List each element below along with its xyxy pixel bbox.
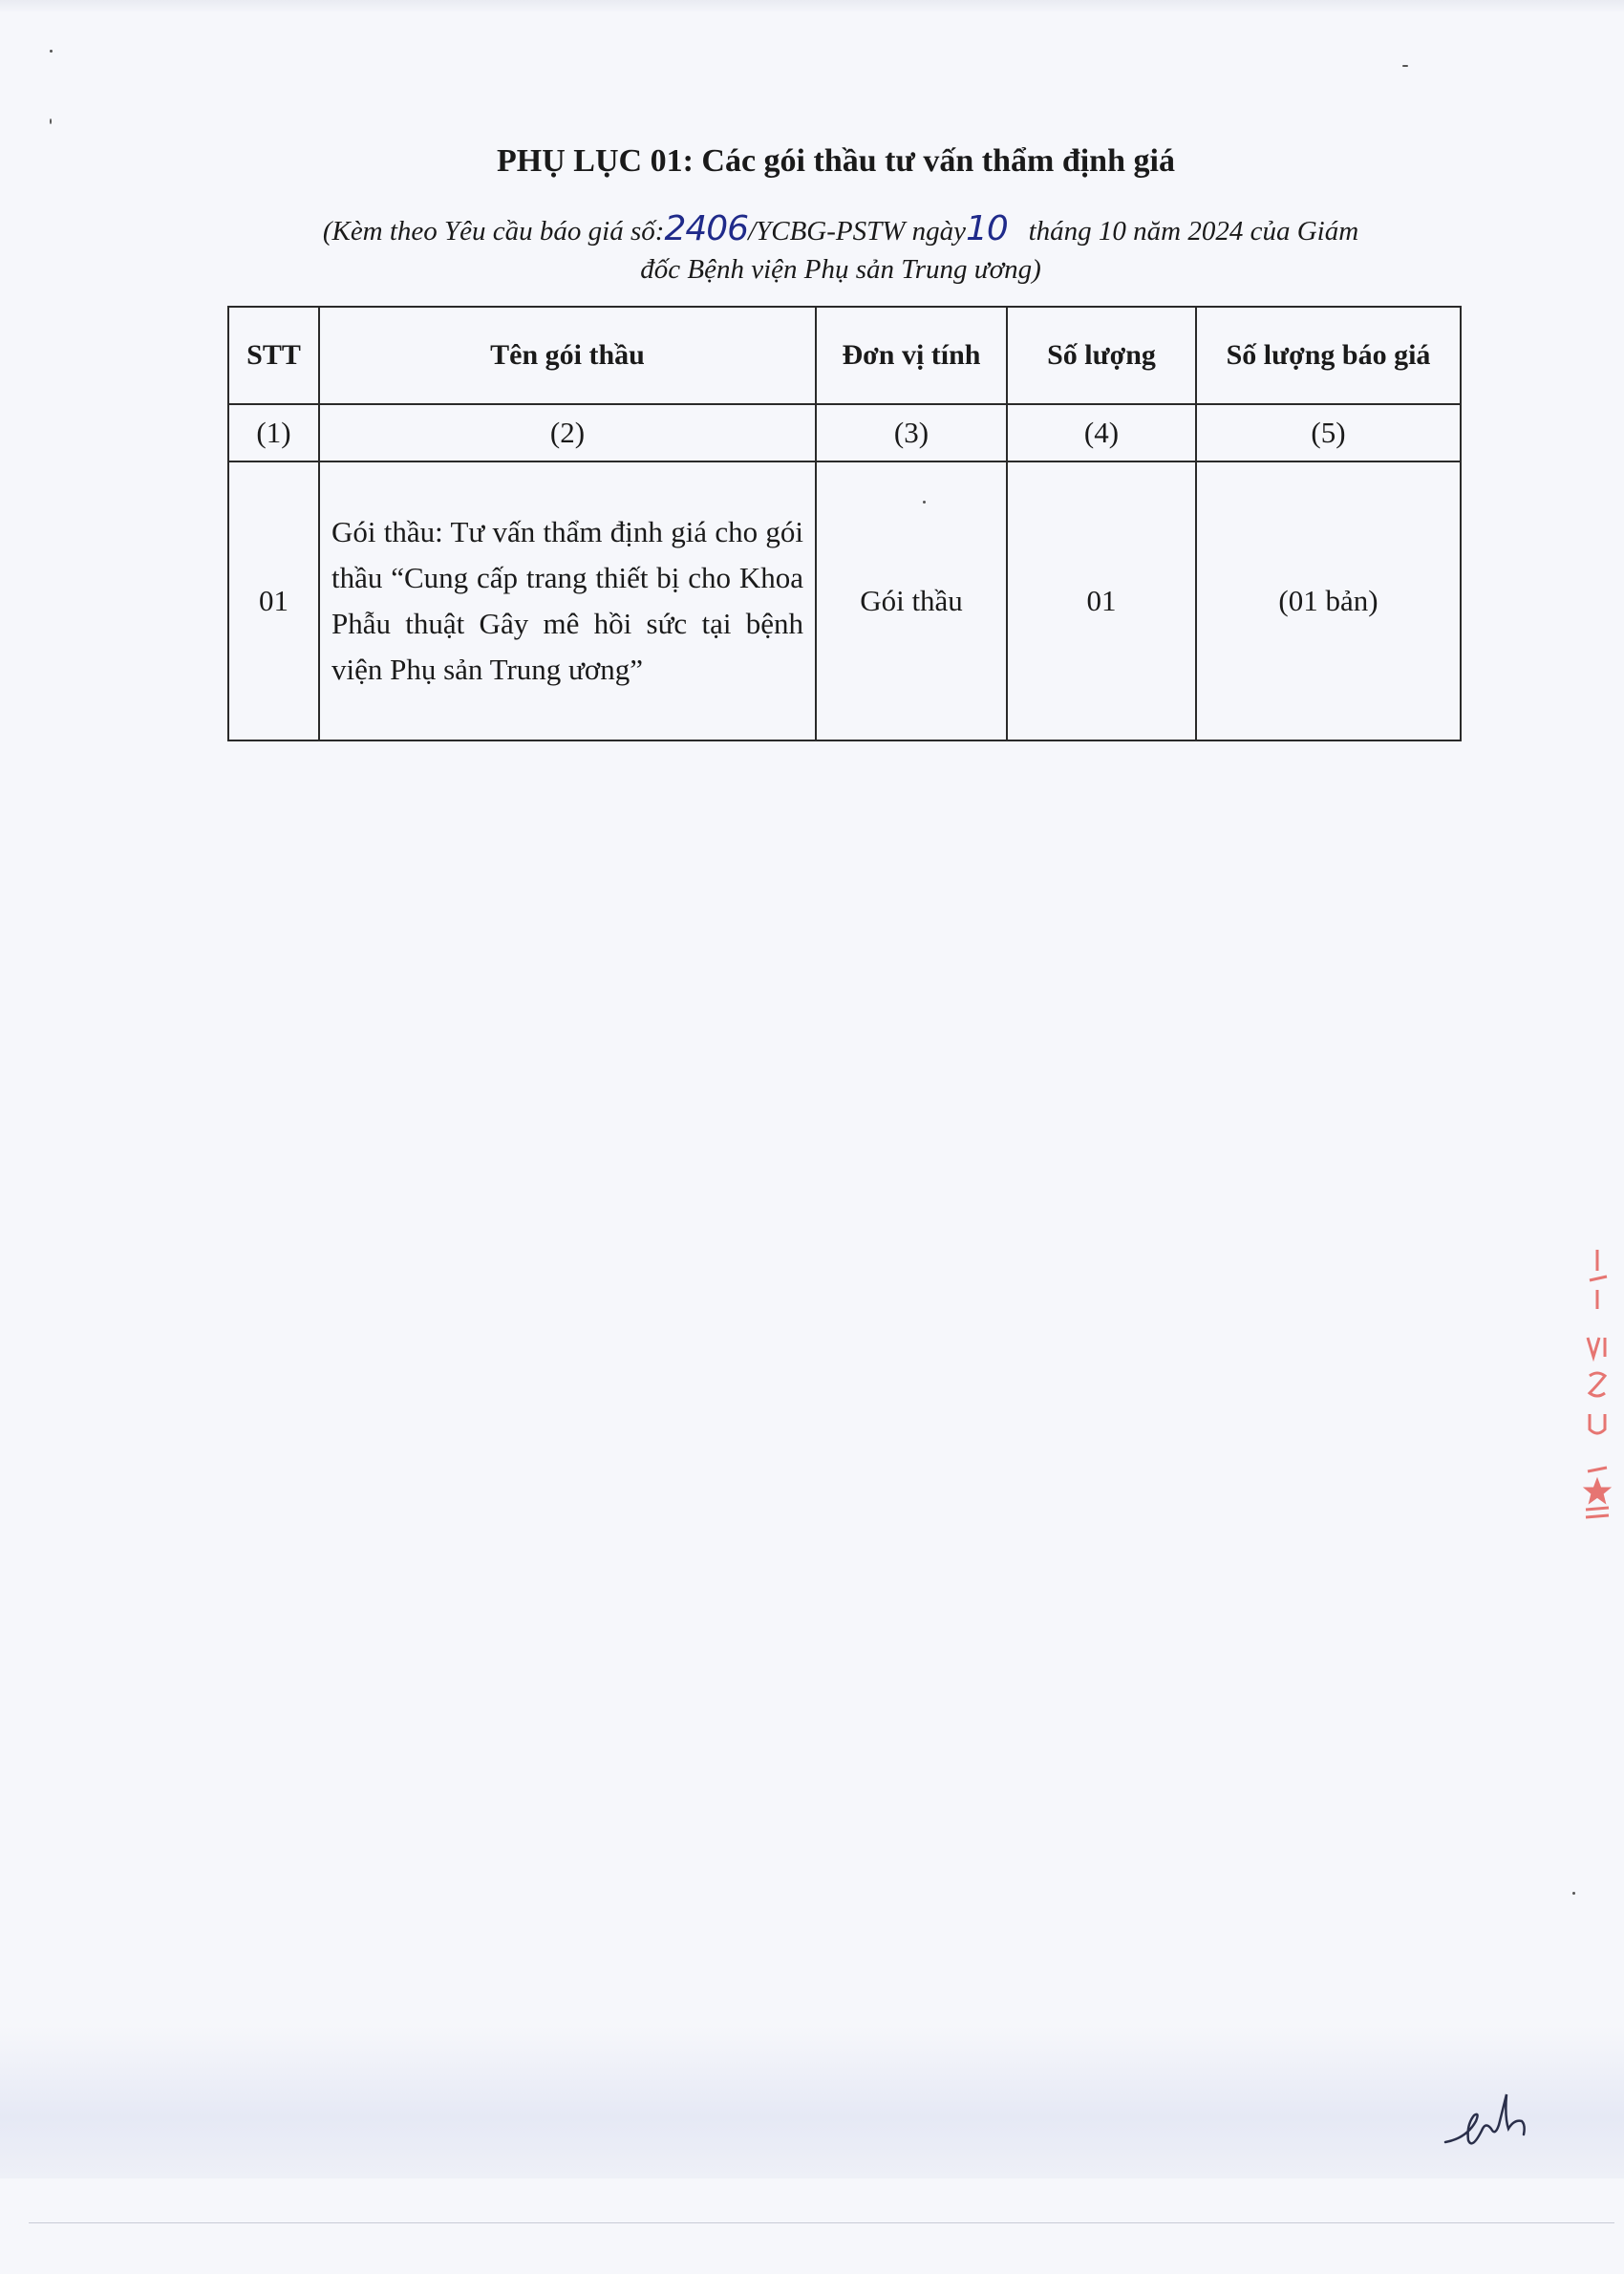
column-number-4: (4) xyxy=(1007,404,1196,461)
signature-initials-icon xyxy=(1438,2083,1552,2159)
column-number-2: (2) xyxy=(319,404,816,461)
subtitle-line-2: đốc Bệnh viện Phụ sản Trung ương) xyxy=(640,254,1041,285)
cell-unit: Gói thầu xyxy=(816,461,1007,740)
cell-stt: 01 xyxy=(228,461,319,740)
scan-speck xyxy=(1572,1892,1575,1895)
document-title: PHỤ LỤC 01: Các gói thầu tư vấn thẩm định giá xyxy=(497,143,1175,179)
cell-quantity: 01 xyxy=(1007,461,1196,740)
table-row xyxy=(228,461,1461,740)
scan-speck xyxy=(1402,65,1408,67)
header-unit: Đơn vị tính xyxy=(816,307,1007,404)
cell-package-name: Gói thầu: Tư vấn thẩm định giá cho gói thầu “Cung cấp trang thiết bị cho Khoa Phẫu thuật Gây mê hồi sức tại bệnh viện Phụ sản Trung ương” xyxy=(319,461,816,740)
handwritten-request-number: 2406 xyxy=(664,209,749,248)
subtitle-middle: /YCBG-PSTW ngày xyxy=(748,216,967,247)
cell-quote-quantity: (01 bản) xyxy=(1196,461,1461,740)
column-number-1: (1) xyxy=(228,404,319,461)
handwritten-initials xyxy=(1438,2083,1552,2159)
header-package-name: Tên gói thầu xyxy=(319,307,816,404)
bid-package-table xyxy=(227,306,1462,741)
subtitle-suffix: tháng 10 năm 2024 của Giám xyxy=(1028,216,1359,247)
column-number-3: (3) xyxy=(816,404,1007,461)
header-quote-quantity: Số lượng báo giá xyxy=(1196,307,1461,404)
scan-speck xyxy=(50,50,53,53)
seal-fragment-icon xyxy=(1578,1242,1616,1529)
table-header-row xyxy=(228,307,1461,404)
scan-speck xyxy=(923,501,926,504)
scan-speck xyxy=(50,118,52,124)
header-quantity: Số lượng xyxy=(1007,307,1196,404)
handwritten-day: 10 xyxy=(966,209,1008,248)
header-stt: STT xyxy=(228,307,319,404)
subtitle-prefix: (Kèm theo Yêu cầu báo giá số: xyxy=(322,216,665,247)
column-number-5: (5) xyxy=(1196,404,1461,461)
document-subtitle xyxy=(229,210,1452,289)
red-seal-fragment xyxy=(1578,1242,1616,1529)
column-number-row xyxy=(228,404,1461,461)
